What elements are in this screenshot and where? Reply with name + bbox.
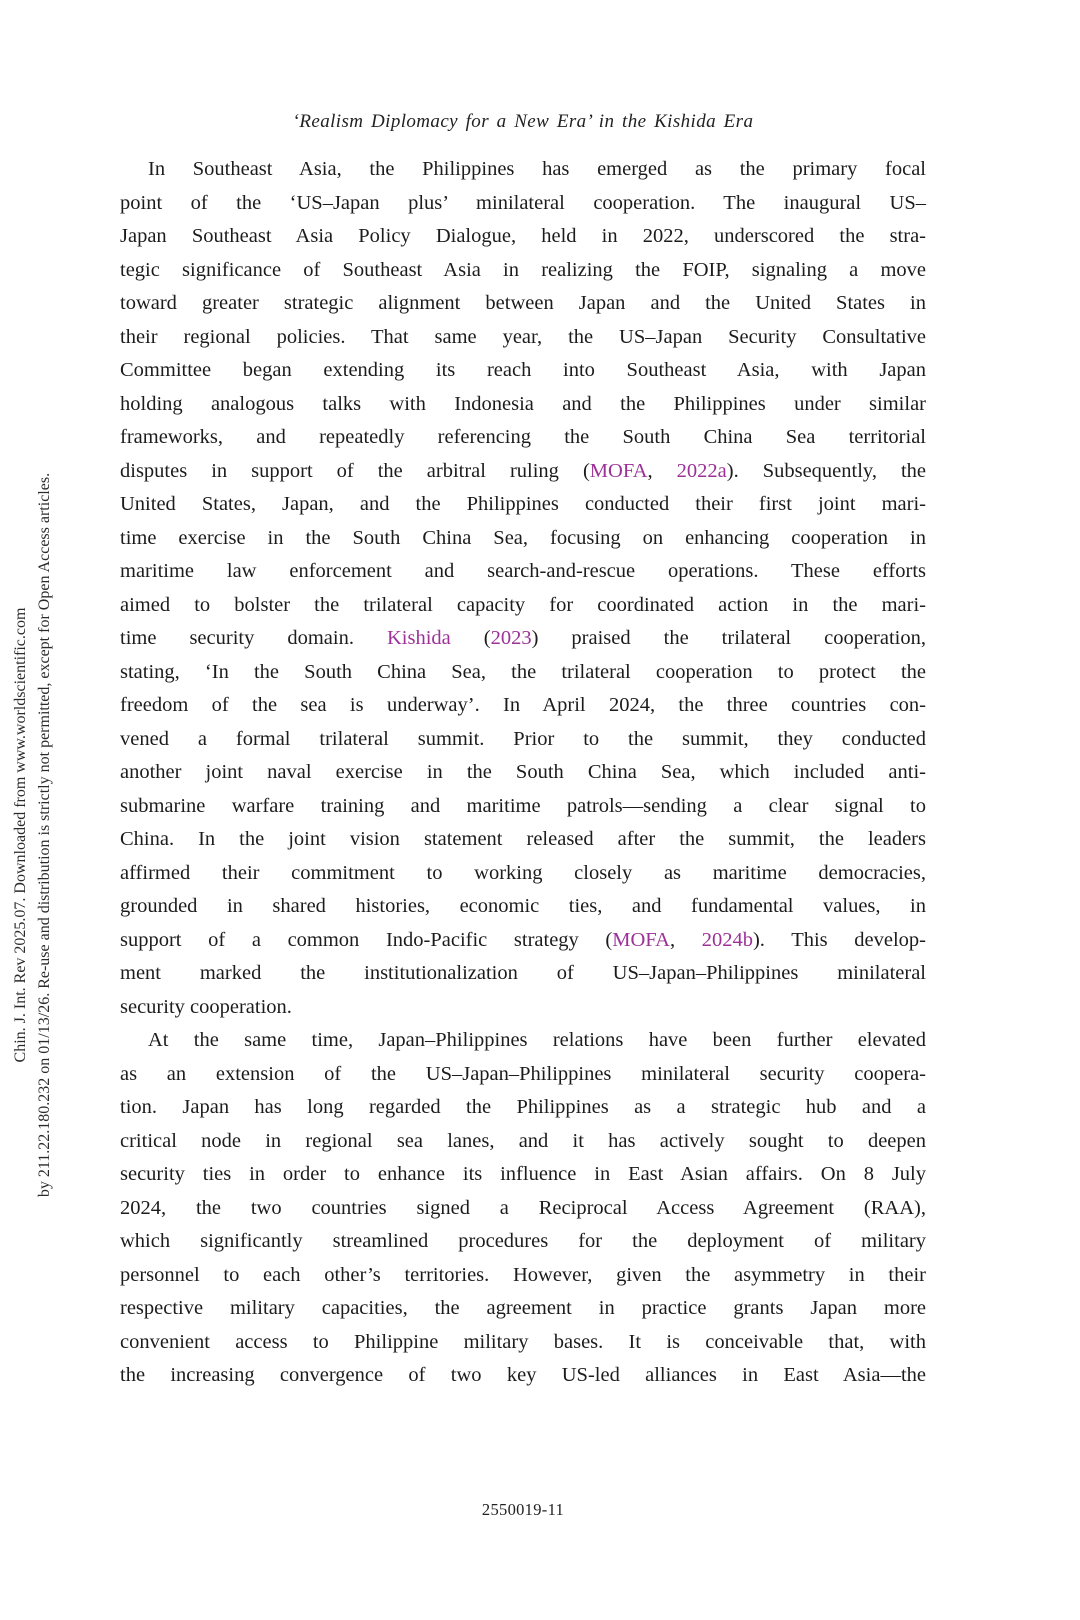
text-segment: toward greater strategic alignment between Japan and the United States in (120, 292, 926, 314)
text-line (120, 421, 926, 455)
text-segment: personnel to each other’s territories. However, given the asymmetry in their (120, 1263, 926, 1286)
text-segment: disputes in support of the arbitral ruling ( (120, 459, 590, 482)
text-line (120, 1225, 926, 1259)
text-segment: maritime law enforcement and search-and-rescue operations. These efforts (120, 560, 926, 582)
text-line (120, 1125, 926, 1159)
text-segment: time security domain. (120, 627, 387, 649)
text-line (120, 522, 926, 556)
text-segment: vened a formal trilateral summit. Prior to the summit, they conducted (120, 727, 926, 750)
citation-link[interactable]: Kishida (386, 627, 451, 649)
text-segment: freedom of the sea is underway’. In April 2024, the three countries con- (120, 694, 926, 716)
text-line (120, 790, 926, 824)
text-line (120, 622, 926, 656)
text-line (120, 957, 926, 991)
text-segment: their regional policies. That same year, the US–Japan Security Consultative (120, 325, 926, 348)
text-segment: security cooperation. (120, 995, 292, 1018)
text-line (120, 254, 926, 288)
text-segment: , (647, 459, 677, 482)
text-segment: Committee began extending its reach into Southeast Asia, with Japan (120, 359, 926, 381)
text-line (120, 354, 926, 388)
text-segment: ). Subsequently, the (726, 459, 927, 482)
text-segment: submarine warfare training and maritime patrols—sending a clear signal to (120, 794, 926, 817)
text-segment: frameworks, and repeatedly referencing the South China Sea territorial (120, 426, 926, 448)
text-line (120, 890, 926, 924)
text-segment: United States, Japan, and the Philippines conducted their first joint mari- (120, 493, 926, 515)
text-segment: In Southeast Asia, the Philippines has emerged as the primary focal (148, 158, 926, 180)
text-line (120, 1158, 926, 1192)
text-line (120, 689, 926, 723)
text-segment: 2024, the two countries signed a Reciprocal Access Agreement (RAA), (120, 1196, 926, 1219)
running-head: ‘Realism Diplomacy for a New Era’ in the Kishida Era (292, 111, 754, 132)
text-line (120, 723, 926, 757)
text-segment: ). This develop- (752, 928, 926, 951)
citation-link[interactable]: 2023 (490, 627, 532, 649)
text-segment: security ties in order to enhance its influence in East Asian affairs. On 8 July (120, 1163, 926, 1185)
text-segment: which significantly streamlined procedures for the deployment of military (120, 1230, 926, 1252)
text-line (120, 1326, 926, 1360)
text-segment: At the same time, Japan–Philippines relations have been further elevated (148, 1029, 926, 1051)
text-line (120, 1192, 926, 1226)
text-line (120, 555, 926, 589)
text-segment: China. In the joint vision statement released after the summit, the leaders (120, 828, 926, 850)
citation-link[interactable]: MOFA (612, 928, 670, 951)
text-line (120, 1091, 926, 1125)
citation-link[interactable]: 2022a (676, 459, 727, 482)
text-segment: , (669, 928, 702, 951)
text-segment: time exercise in the South China Sea, focusing on enhancing cooperation in (120, 526, 926, 549)
text-segment: ( (450, 627, 491, 649)
text-segment: tion. Japan has long regarded the Philippines as a strategic hub and a (120, 1096, 926, 1118)
text-line (120, 1024, 926, 1058)
page-number: 2550019-11 (481, 1500, 565, 1519)
text-segment: as an extension of the US–Japan–Philippines minilateral security coopera- (120, 1062, 926, 1085)
text-segment: ) praised the trilateral cooperation, (531, 627, 927, 649)
text-segment: ment marked the institutionalization of US–Japan–Philippines minilateral (120, 962, 926, 984)
text-line (120, 388, 926, 422)
text-line (120, 1058, 926, 1092)
text-segment: stating, ‘In the South China Sea, the trilateral cooperation to protect the (120, 660, 926, 683)
text-segment: grounded in shared histories, economic ties, and fundamental values, in (120, 895, 926, 917)
text-segment: convenient access to Philippine military bases. It is conceivable that, with (120, 1330, 926, 1353)
text-segment: Japan Southeast Asia Policy Dialogue, held in 2022, underscored the stra- (120, 225, 926, 247)
text-line (120, 656, 926, 690)
text-segment: respective military capacities, the agreement in practice grants Japan more (120, 1297, 926, 1319)
text-segment: point of the ‘US–Japan plus’ minilateral cooperation. The inaugural US– (120, 191, 926, 214)
text-line (120, 455, 926, 489)
copyright-sidebar (9, 343, 57, 1328)
text-segment: tegic significance of Southeast Asia in realizing the FOIP, signaling a move (120, 258, 926, 281)
text-segment: support of a common Indo-Pacific strategy ( (120, 928, 613, 951)
sidebar-line-2: by 211.22.180.232 on 01/13/26. Re-use and distribution is strictly not permitted, except for Open Access articles. (36, 472, 53, 1198)
text-segment: affirmed their commitment to working closely as maritime democracies, (120, 861, 926, 884)
text-line (120, 756, 926, 790)
text-line (120, 589, 926, 623)
text-line (120, 187, 926, 221)
text-line (120, 321, 926, 355)
sidebar-line-1: Chin. J. Int. Rev 2025.07. Downloaded from www.worldscientific.com (12, 607, 29, 1063)
text-line (120, 924, 926, 958)
text-line (120, 991, 926, 1025)
citation-link[interactable]: MOFA (589, 459, 648, 482)
text-line (120, 1259, 926, 1293)
text-segment: critical node in regional sea lanes, and it has actively sought to deepen (120, 1129, 926, 1152)
text-line (120, 153, 926, 187)
text-segment: aimed to bolster the trilateral capacity for coordinated action in the mari- (120, 593, 926, 616)
text-line (120, 857, 926, 891)
text-segment: the increasing convergence of two key US-led alliances in East Asia—the (120, 1364, 926, 1386)
text-line (120, 287, 926, 321)
article-body (120, 153, 926, 1393)
text-line (120, 220, 926, 254)
text-segment: holding analogous talks with Indonesia and the Philippines under similar (120, 392, 926, 415)
citation-link[interactable]: 2024b (701, 928, 753, 951)
text-line (120, 488, 926, 522)
text-segment: another joint naval exercise in the South China Sea, which included anti- (120, 761, 926, 783)
text-line (120, 1359, 926, 1393)
text-line (120, 823, 926, 857)
text-line (120, 1292, 926, 1326)
